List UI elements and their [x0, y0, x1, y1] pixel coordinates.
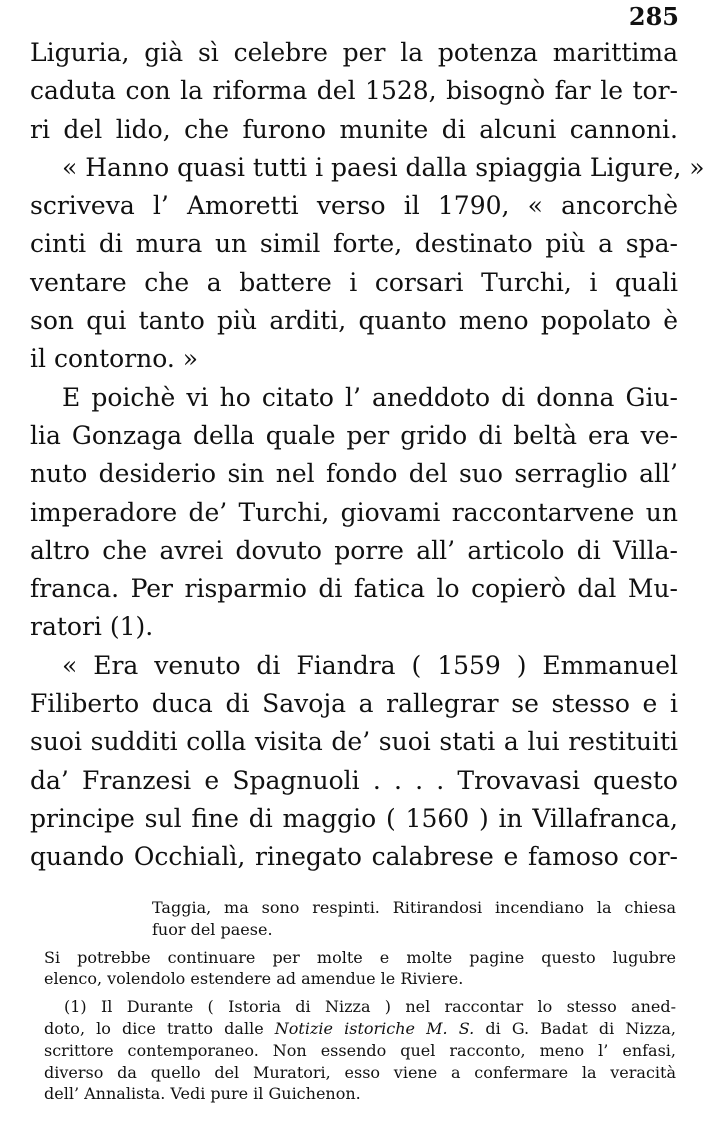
text-line: imperadore de’ Turchi, giovami raccontarvene un [30, 497, 678, 527]
main-text [30, 34, 705, 877]
page-number: 285 [628, 2, 679, 31]
footnotes [44, 897, 676, 1105]
footnote-1-italic-title: Notizie istoriche M. S. [274, 1018, 475, 1038]
text-line: ratori (1). [30, 612, 154, 642]
text-line: quando Occhialì, rinegato calabrese e famoso cor- [30, 842, 678, 872]
text-line: lia Gonzaga della quale per grido di beltà era ve- [30, 420, 678, 450]
footnote-1-line [44, 1018, 676, 1040]
text-line: « Era venuto di Fiandra ( 1559 ) Emmanuel [62, 650, 678, 680]
footnote-1-line: scrittore contemporaneo. Non essendo quel racconto, meno l’ enfasi, [44, 1040, 676, 1060]
text-line: cinti di mura un simil forte, destinato più a spa- [30, 229, 678, 259]
text-line: Filiberto duca di Savoja a rallegrar se stesso e i [30, 689, 678, 719]
text-line: « Hanno quasi tutti i paesi dalla spiaggia Ligure, » [62, 152, 705, 182]
footnote-line: Si potrebbe continuare per molte e molte pagine questo lugubre [44, 947, 676, 967]
text-line: da’ Franzesi e Spagnuoli . . . . Trovavasi questo [30, 765, 678, 795]
footnote-1-line: diverso da quello del Muratori, esso viene a confermare la veracità [44, 1062, 676, 1082]
text-line: E poichè vi ho citato l’ aneddoto di donna Giu- [62, 382, 678, 412]
footnote-1-text: di G. Badat di Nizza, [474, 1018, 676, 1038]
text-line: ventare che a battere i corsari Turchi, i quali [30, 267, 678, 297]
text-line: il contorno. » [30, 344, 199, 374]
text-line: son qui tanto più arditi, quanto meno popolato è [30, 306, 678, 336]
text-line: nuto desiderio sin nel fondo del suo serraglio all’ [30, 459, 678, 489]
text-line: franca. Per risparmio di fatica lo copierò dal Mu- [30, 574, 678, 604]
text-line: suoi sudditi colla visita de’ suoi stati a lui restituiti [30, 727, 678, 757]
footnote-line: Taggia, ma sono respinti. Ritirandosi incendiano la chiesa [152, 898, 676, 917]
text-line: principe sul fine di maggio ( 1560 ) in Villafranca, [30, 803, 678, 833]
footnote-1-line: dell’ Annalista. Vedi pure il Guichenon. [44, 1084, 361, 1104]
footnote-1-text: doto, lo dice tratto dalle [44, 1018, 275, 1038]
footnote-line: fuor del paese. [152, 919, 273, 939]
text-line: caduta con la riforma del 1528, bisognò far le tor- [30, 76, 678, 106]
text-line: altro che avrei dovuto porre all’ articolo di Villa- [30, 535, 678, 565]
footnote-1-line: (1) Il Durante ( Istoria di Nizza ) nel raccontar lo stesso aned- [64, 997, 676, 1017]
text-line: scriveva l’ Amoretti verso il 1790, « ancorchè [30, 191, 678, 221]
footnote-line: elenco, volendolo estendere ad amendue le Riviere. [44, 969, 464, 989]
text-line: Liguria, già sì celebre per la potenza marittima [30, 38, 678, 67]
text-line: ri del lido, che furono munite di alcuni cannoni. [30, 114, 678, 144]
